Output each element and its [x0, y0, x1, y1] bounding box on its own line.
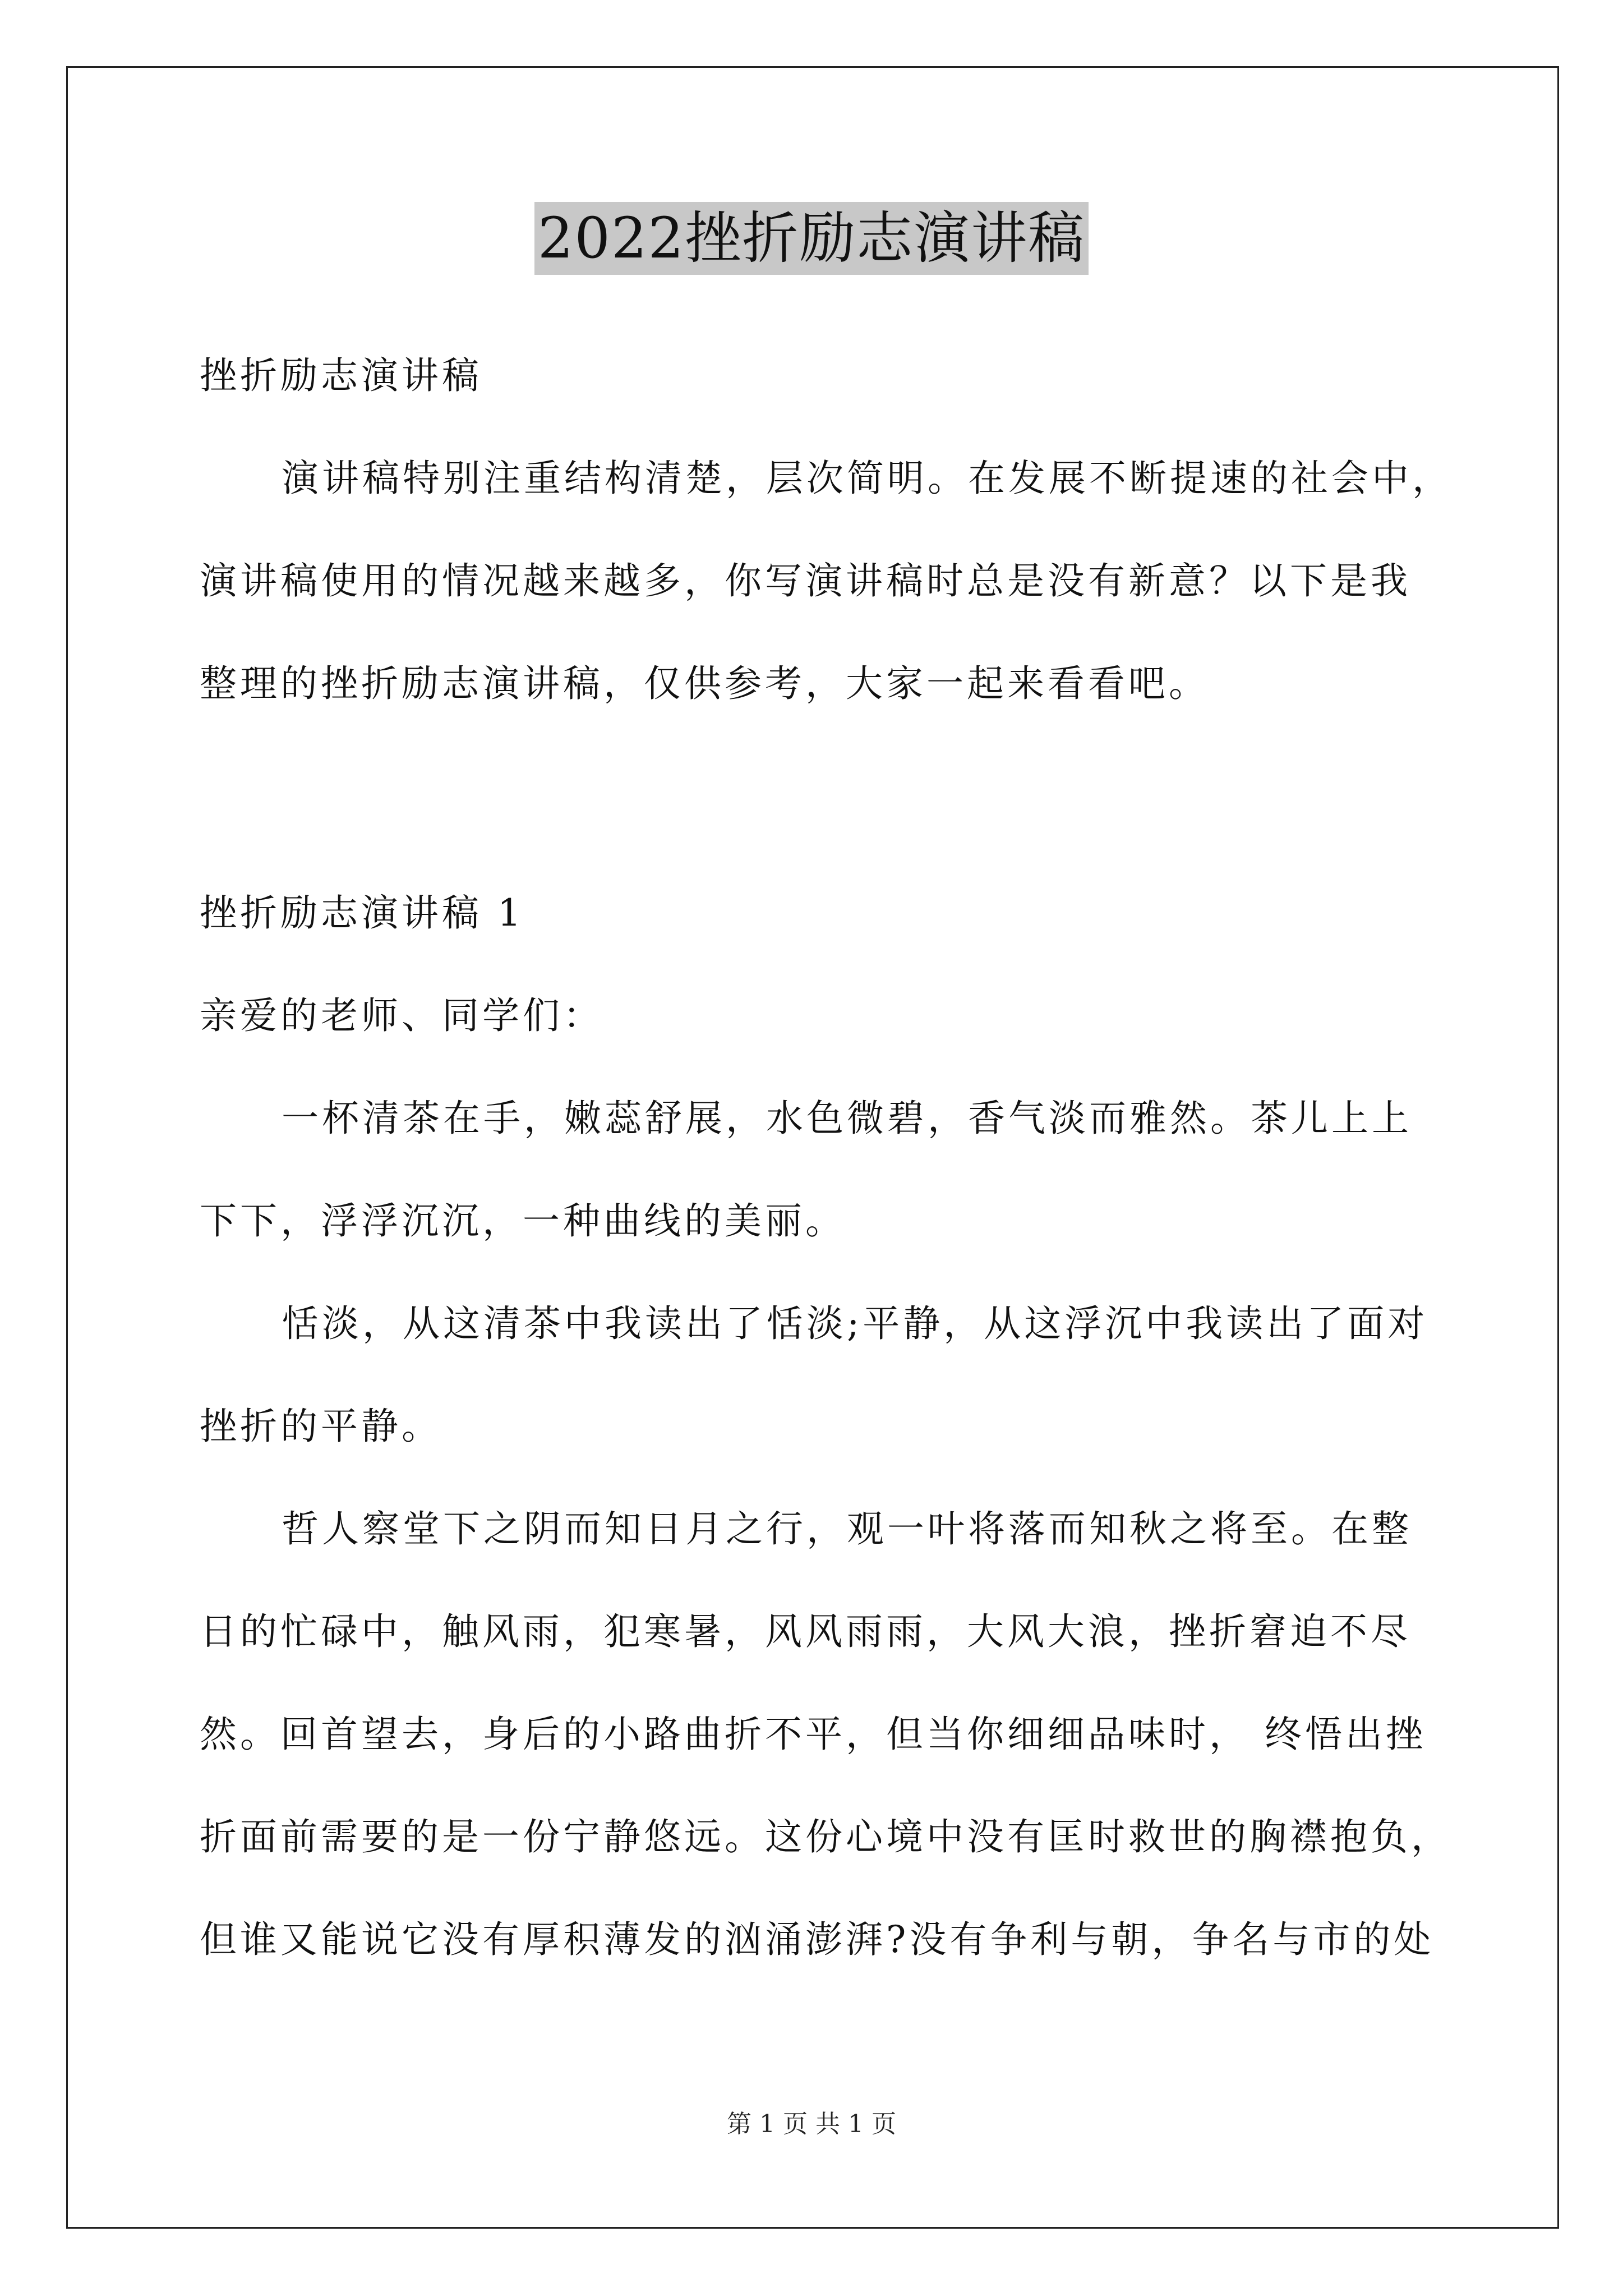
- paragraph3-line-3: 然。回首望去，身后的小路曲折不平，但当你细细品味时， 终悟出挫: [200, 1713, 1426, 1756]
- title-container: [0, 202, 1623, 275]
- paragraph3-line-2: 日的忙碌中，触风雨，犯寒暑，风风雨雨，大风大浪，挫折窘迫不尽: [200, 1610, 1411, 1653]
- paragraph1-line-1: 一杯清茶在手，嫩蕊舒展，水色微碧，香气淡而雅然。茶儿上上: [282, 1097, 1412, 1140]
- intro-line-1: 演讲稿特别注重结构清楚，层次简明。在发展不断提速的社会中，: [282, 457, 1453, 500]
- paragraph2-line-2: 挫折的平静。: [200, 1405, 442, 1448]
- page-footer: 第 1 页 共 1 页: [727, 2110, 896, 2138]
- subtitle: 挫折励志演讲稿: [200, 354, 482, 397]
- intro-line-3: 整理的挫折励志演讲稿，仅供参考，大家一起来看看吧。: [200, 662, 1209, 705]
- paragraph3-line-5: 但谁又能说它没有厚积薄发的汹涌澎湃?没有争利与朝，争名与市的处: [200, 1918, 1435, 1961]
- intro-line-2: 演讲稿使用的情况越来越多，你写演讲稿时总是没有新意？以下是我: [200, 559, 1411, 602]
- salutation: 亲爱的老师、同学们：: [200, 994, 603, 1037]
- paragraph3-line-1: 哲人察堂下之阴而知日月之行，观一叶将落而知秋之将至。在整: [282, 1507, 1412, 1550]
- section-heading: 挫折励志演讲稿 1: [200, 891, 524, 935]
- paragraph2-line-1: 恬淡，从这清茶中我读出了恬淡;平静，从这浮沉中我读出了面对: [282, 1302, 1428, 1345]
- paragraph3-line-4: 折面前需要的是一份宁静悠远。这份心境中没有匡时救世的胸襟抱负，: [200, 1815, 1451, 1858]
- paragraph1-line-2: 下下，浮浮沉沉，一种曲线的美丽。: [200, 1199, 846, 1243]
- document-title: 2022挫折励志演讲稿: [534, 202, 1089, 275]
